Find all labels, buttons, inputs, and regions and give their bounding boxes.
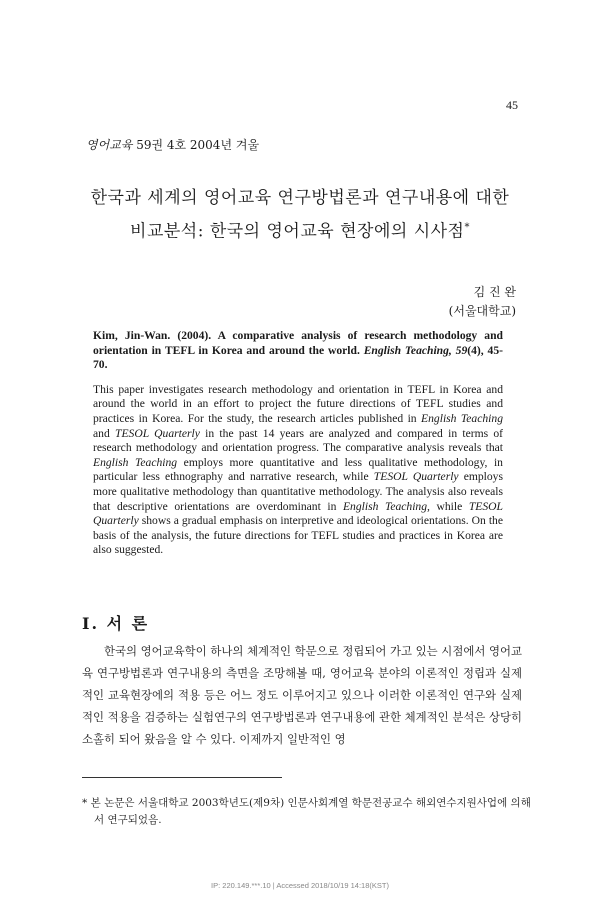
body-paragraph: 한국의 영어교육학이 하나의 체계적인 학문으로 정립되어 가고 있는 시점에서 영어교육 연구방법론과 연구내용의 측면을 조망해볼 때, 영어교육 분야의 이론적인 정립과 실제적인 교육현장에의 적용 등은 어느 정도 이루어지고 있으나 이러한 이론적인 연구와 실제적인 적용을 검증하는 실험연구의 연구방법론과 연구내용에 관한 체계적인 분석은 상당히 소홀히 되어 왔음을 알 수 있다. 이제까지 일반적인 영 [82,644,522,746]
title-line-2 [40,213,560,247]
abstract-journal-ref: English Teaching, [342,499,430,513]
page-number: 45 [506,98,518,112]
abstract-text: and [93,426,115,440]
abstract-journal-ref: TESOL Quarterly [115,426,200,440]
title-footnote-marker: * [464,222,470,233]
abstract-text: employs more quantitative and less qualitative methodology, in particular less ethnography and narrative research, while [93,455,503,484]
journal-issue: 59권 4호 2004년 겨울 [132,138,260,152]
abstract-journal-ref: English Teaching [421,411,503,425]
abstract-journal-ref: TESOL Quarterly [93,499,503,528]
title-line-1: 한국과 세계의 영어교육 연구방법론과 연구내용에 대한 [90,188,510,208]
journal-header [86,136,259,153]
citation-pages: (4), 45-70. [93,343,503,372]
abstract-text: employs more qualitative methodology than quantitative methodology. The analysis also reveals that descriptive orientations are overdominant in [93,470,503,513]
author-affiliation: (서울대학교) [448,304,516,318]
author-name: 김 진 완 [473,285,516,299]
abstract-body [93,383,503,558]
title-line-2-text: 비교분석: 한국의 영어교육 현장에의 시사점 [130,221,465,242]
abstract-text: This paper investigates research methodology and orientation in TEFL in Korea and around the world in an effort to project the future directions of TEFL studies and practices in Korea. For the study, the research articles published in [93,382,503,425]
footnote-divider [82,777,282,778]
access-footer: IP: 220.149.***.10 | Accessed 2018/10/19 14:18(KST) [211,881,389,890]
abstract-text: while [429,499,469,513]
citation-text: Kim, Jin-Wan. (2004). A comparative analysis of research methodology and orientation in TEFL in Korea and around the world. [93,329,503,357]
footnote: * 본 논문은 서울대학교 2003학년도(제9차) 인문사회계열 학문전공교수 해외연수지원사업에 의해서 연구되었음. [82,797,531,826]
section-heading: I. 서 론 [82,614,150,633]
abstract-text: in the past 14 years are analyzed and compared in terms of research methodology and orientation progress. The comparative analysis reveals that [93,426,504,455]
author-block [449,283,516,321]
journal-name: 영어교육 [86,138,133,152]
citation [93,329,503,373]
abstract-text: shows a gradual emphasis on interpretive and ideological orientations. On the basis of the analysis, the future directions for TEFL studies and practices in Korea are also suggested. [93,514,503,557]
abstract [93,329,503,558]
abstract-journal-ref: English Teaching [93,455,178,469]
paper-title [40,183,560,247]
citation-journal: English Teaching, 59 [363,343,468,357]
abstract-journal-ref: TESOL Quarterly [373,470,459,484]
